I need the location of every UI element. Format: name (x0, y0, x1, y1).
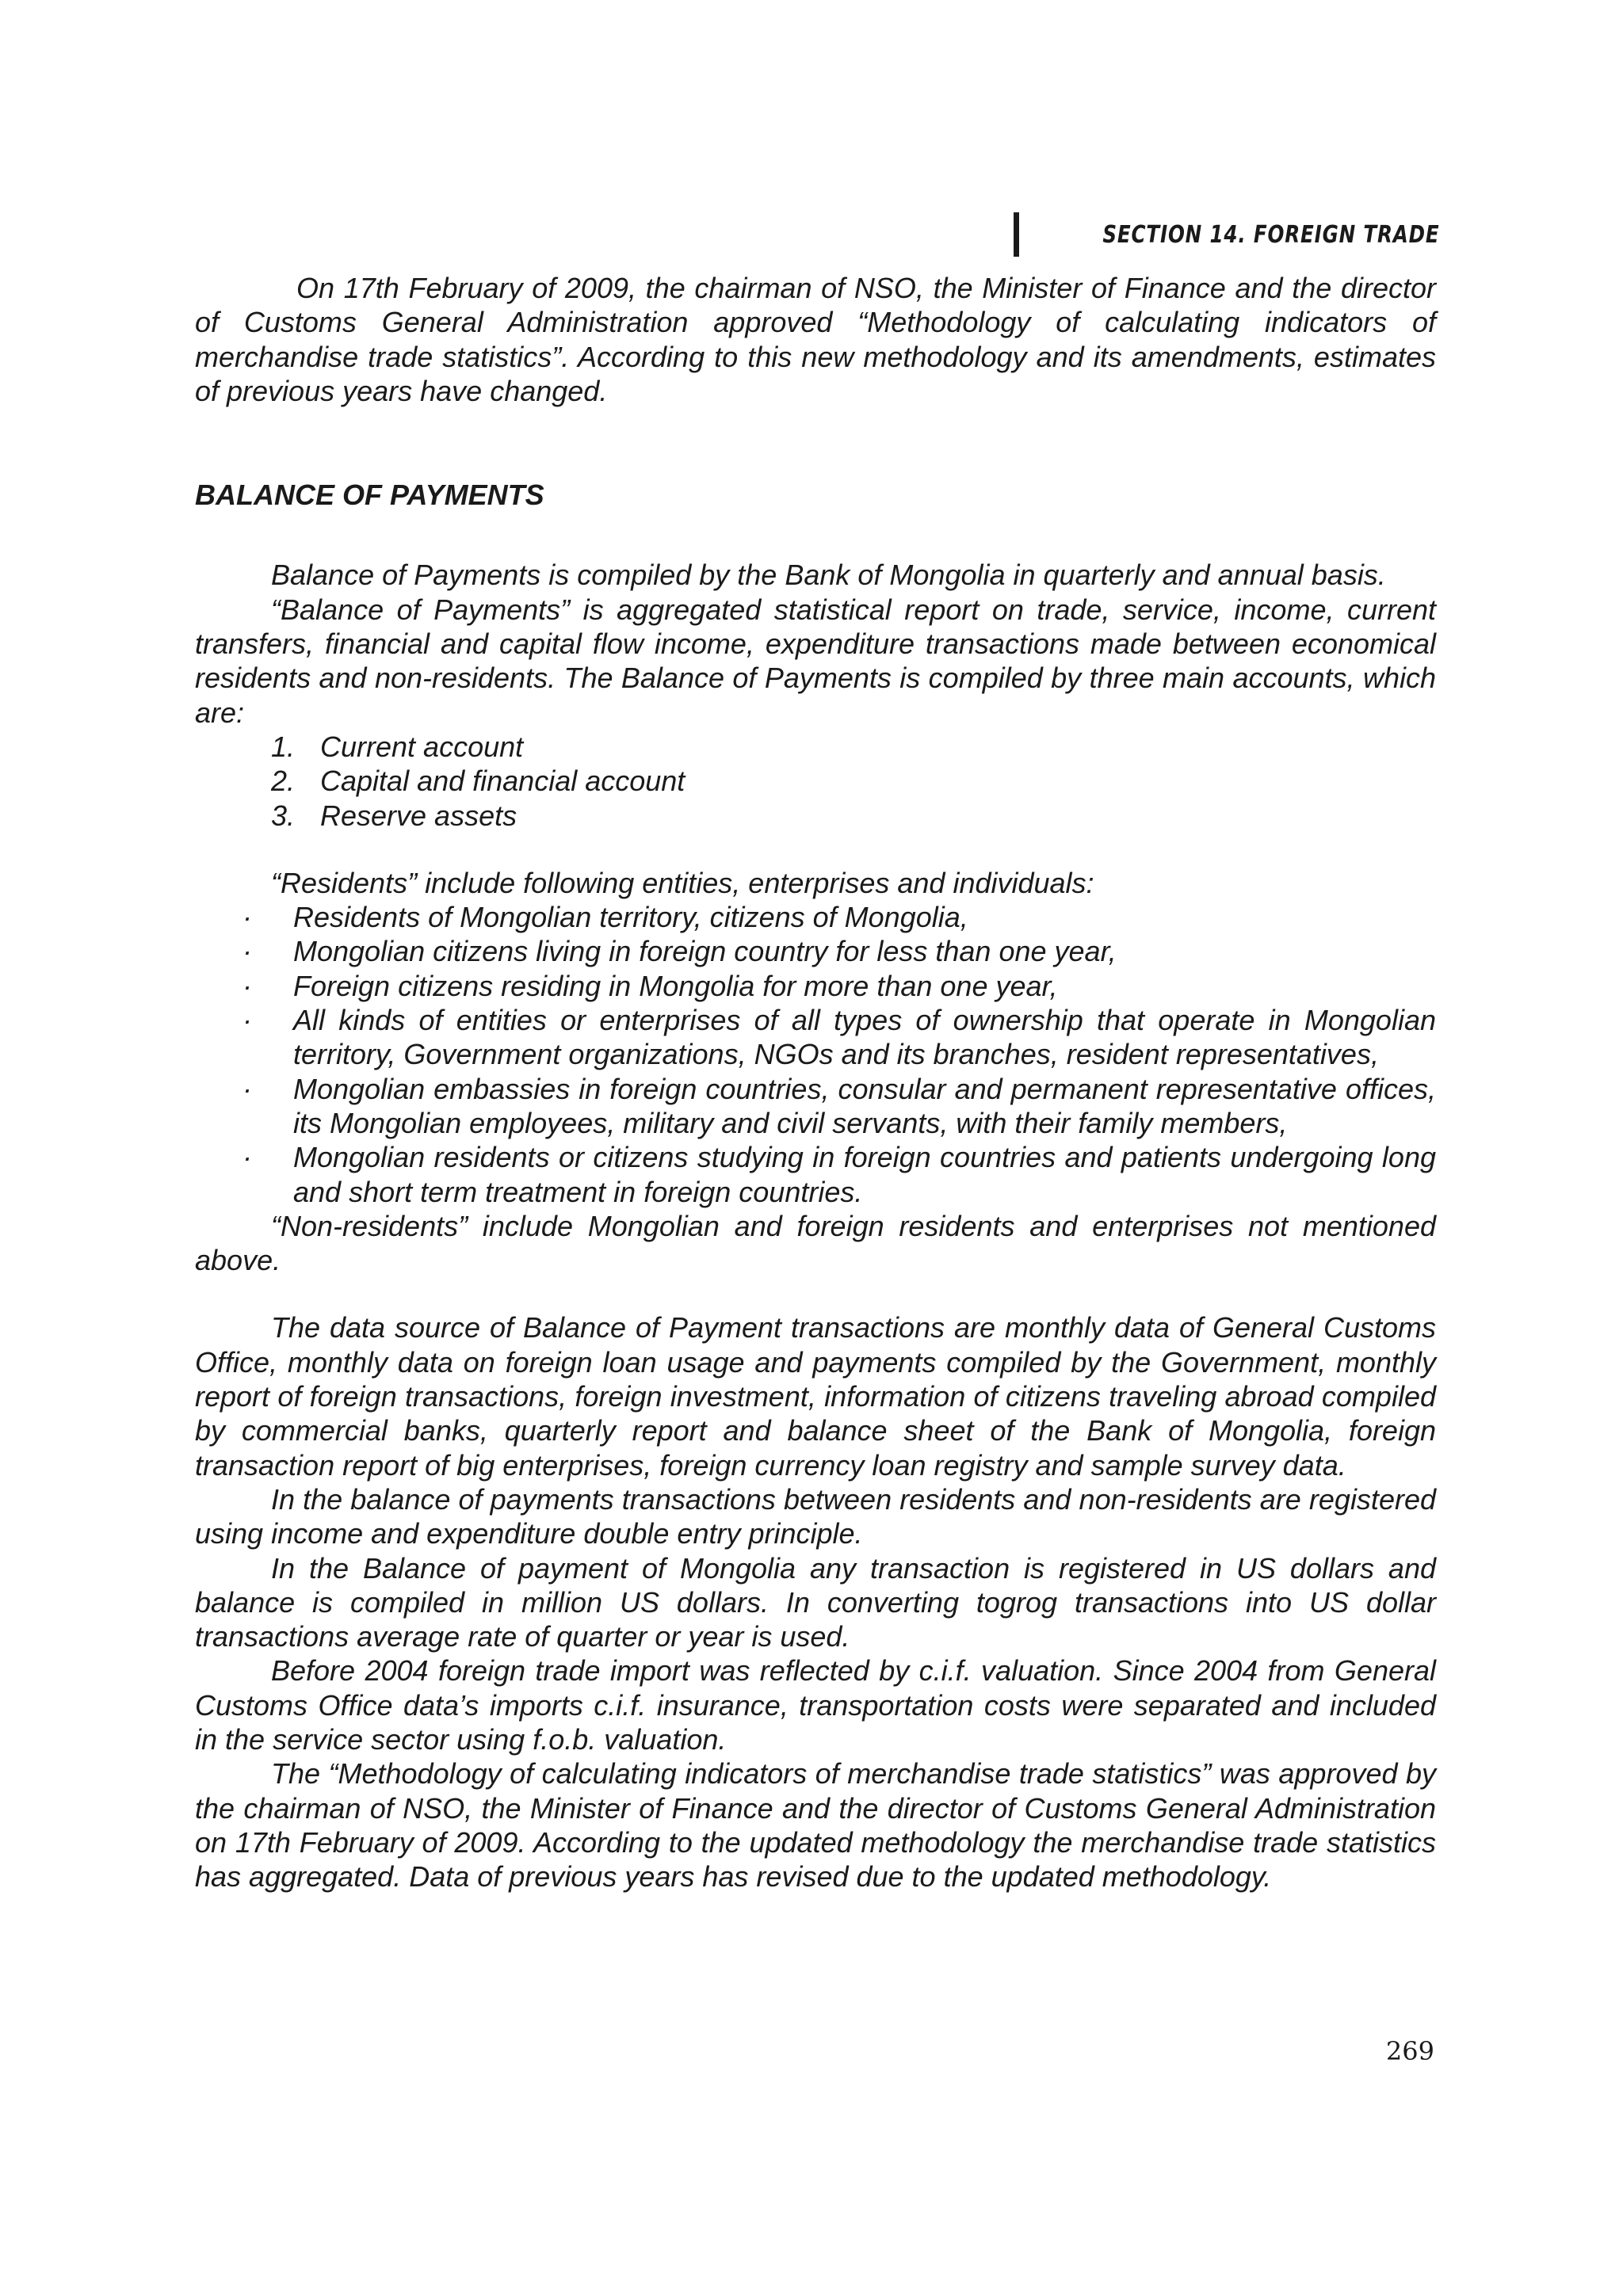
paragraph: “Non-residents” include Mongolian and foreign residents and enterprises not mentioned above. (195, 1209, 1436, 1277)
spacer (195, 1277, 1436, 1310)
page-content (195, 271, 1436, 1894)
bullet-icon: · (242, 1004, 252, 1037)
bullet-text: Mongolian citizens living in foreign country for less than one year, (293, 935, 1117, 968)
list-number: 2. (271, 765, 296, 798)
bullet-text: Mongolian residents or citizens studying in foreign countries and patients undergoing long and short term treatment in foreign countries. (293, 1141, 1436, 1208)
bullet-item (195, 1140, 1436, 1209)
bullet-text: Residents of Mongolian territory, citizens of Mongolia, (293, 901, 968, 934)
section-header (1014, 212, 1440, 257)
list-text: Current account (320, 730, 524, 763)
bullet-icon: · (242, 1072, 252, 1105)
bullet-item (195, 1072, 1436, 1141)
paragraph: “Balance of Payments” is aggregated statistical report on trade, service, income, current transfers, financial and capital flow income, expenditure transactions made between economical residents and non-residents. The Balance of Payments is compiled by three main accounts, which are: (195, 593, 1436, 729)
bullet-icon: · (242, 969, 252, 1002)
bullet-icon: · (242, 901, 252, 934)
bullet-text: Mongolian embassies in foreign countries, consular and permanent representative offices, its Mongolian employees, military and civil servants, with their family members, (293, 1072, 1436, 1139)
list-item (195, 730, 1436, 764)
section-heading: BALANCE OF PAYMENTS (195, 479, 544, 512)
bullet-icon: · (242, 1141, 252, 1174)
bullet-item (195, 1003, 1436, 1072)
intro-paragraph: On 17th February of 2009, the chairman of NSO, the Minister of Finance and the director of Customs General Administration approved “Methodology of calculating indicators of merchandise trade statistics”. According to this new methodology and its amendments, estimates of previous years have changed. (195, 272, 1436, 407)
paragraph: In the balance of payments transactions between residents and non-residents are registered using income and expenditure double entry principle. (195, 1482, 1436, 1550)
bullet-item (195, 900, 1436, 934)
page-number: 269 (1385, 2036, 1434, 2066)
bullet-item (195, 934, 1436, 968)
paragraph: The “Methodology of calculating indicators of merchandise trade statistics” was approved by the chairman of NSO, the Minister of Finance and the director of Customs General Administration on 17th February of 2009. According to the updated methodology the merchandise trade statistics has aggregated. Data of previous years has revised due to the updated methodology. (195, 1757, 1436, 1894)
list-number: 1. (271, 730, 296, 763)
paragraph: In the Balance of payment of Mongolia any transaction is registered in US dollars and balance is compiled in million US dollars. In converting togrog transactions into US dollar transactions average rate of quarter or year is used. (195, 1551, 1436, 1653)
bullet-text: Foreign citizens residing in Mongolia for more than one year, (293, 969, 1058, 1002)
list-text: Capital and financial account (320, 765, 685, 798)
list-item (195, 764, 1436, 798)
bullet-icon: · (242, 935, 252, 968)
bullet-item (195, 969, 1436, 1003)
spacer (195, 833, 1436, 866)
paragraph: The data source of Balance of Payment transactions are monthly data of General Customs Office, monthly data on foreign loan usage and payments compiled by the Government, monthly report of foreign transactions, foreign investment, information of citizens traveling abroad compiled by commercial banks, quarterly report and balance sheet of the Bank of Mongolia, foreign transaction report of big enterprises, foreign currency loan registry and sample survey data. (195, 1311, 1436, 1482)
paragraph: Balance of Payments is compiled by the Bank of Mongolia in quarterly and annual basis. (271, 559, 1386, 592)
list-number: 3. (271, 799, 296, 832)
header-rule (1014, 212, 1019, 257)
paragraph: “Residents” include following entities, enterprises and individuals: (271, 866, 1094, 899)
list-text: Reserve assets (320, 799, 517, 832)
section-title: SECTION 14. FOREIGN TRADE (1102, 220, 1439, 249)
list-item (195, 799, 1436, 833)
paragraph: Before 2004 foreign trade import was reflected by c.i.f. valuation. Since 2004 from General Customs Office data’s imports c.i.f. insurance, transportation costs were separated and included in the service sector using f.o.b. valuation. (195, 1654, 1436, 1756)
bullet-text: All kinds of entities or enterprises of all types of ownership that operate in Mongolian territory, Government organizations, NGOs and its branches, resident representatives, (293, 1004, 1436, 1071)
